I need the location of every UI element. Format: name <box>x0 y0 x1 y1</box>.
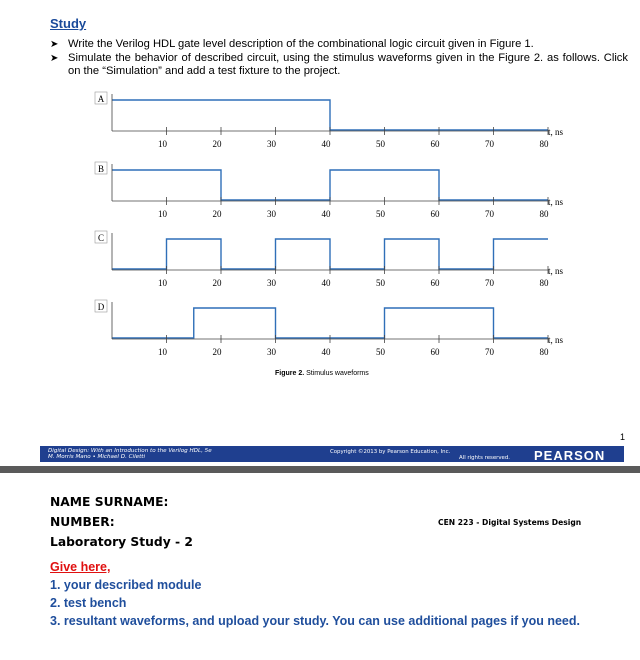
footer-copyright-line1: Copyright ©2013 by Pearson Education, Inc. <box>330 449 451 455</box>
time-tick-label-d-80: 80 <box>539 347 549 357</box>
time-tick-label-a-40: 40 <box>321 139 331 149</box>
time-tick-label-c-10: 10 <box>158 278 167 288</box>
time-tick-label-b-50: 50 <box>376 209 385 219</box>
time-tick-label-d-20: 20 <box>212 347 222 357</box>
footer-copyright-line2: All rights reserved. <box>459 455 510 461</box>
time-tick-label-b-80: 80 <box>539 209 549 219</box>
waveform-b <box>112 170 548 200</box>
instruction-item-3: 3. resultant waveforms, and upload your study. You can use additional pages if you need. <box>50 614 580 628</box>
time-tick-label-a-30: 30 <box>267 139 276 149</box>
name-surname-label: NAME SURNAME: <box>50 495 169 509</box>
axis-unit-label-d: t, ns <box>548 335 564 345</box>
time-tick-label-d-30: 30 <box>267 347 276 357</box>
study-title: Study <box>50 16 87 31</box>
time-tick-label-d-70: 70 <box>485 347 494 357</box>
waveform-d <box>112 308 548 338</box>
course-name: CEN 223 - Digital Systems Design <box>438 518 582 527</box>
study-item-1-text: Write the Verilog HDL gate level description of the combinational logic circuit given in Figure 1. <box>68 38 534 50</box>
time-tick-label-a-20: 20 <box>212 139 222 149</box>
time-tick-label-c-40: 40 <box>321 278 331 288</box>
page-separator <box>0 466 640 473</box>
instruction-item-1: 1. your described module <box>50 578 202 592</box>
time-tick-label-c-80: 80 <box>539 278 549 288</box>
page-number: 1 <box>620 432 626 442</box>
footer-book-title: Digital Design: With an Introduction to the Verilog HDL, 5e <box>48 448 212 454</box>
time-tick-label-c-20: 20 <box>212 278 222 288</box>
time-tick-label-b-10: 10 <box>158 209 167 219</box>
arrow-bullet-icon: ➤ <box>50 53 59 64</box>
arrow-bullet-icon: ➤ <box>50 39 59 50</box>
signal-label-b: B <box>97 164 105 174</box>
time-tick-label-a-70: 70 <box>485 139 494 149</box>
figure-caption-text: Stimulus waveforms <box>304 370 369 377</box>
axis-unit-label-b: t, ns <box>548 197 564 207</box>
time-tick-label-b-30: 30 <box>267 209 276 219</box>
time-tick-label-a-80: 80 <box>539 139 549 149</box>
number-label: NUMBER: <box>50 515 115 529</box>
figure-caption-number: Figure 2. <box>275 370 305 377</box>
time-tick-label-a-10: 10 <box>158 139 167 149</box>
time-tick-label-b-20: 20 <box>212 209 222 219</box>
time-tick-label-a-50: 50 <box>376 139 385 149</box>
instruction-item-2: 2. test bench <box>50 596 127 610</box>
time-tick-label-d-10: 10 <box>158 347 167 357</box>
waveform-c <box>112 239 548 269</box>
time-tick-label-d-60: 60 <box>430 347 440 357</box>
axis-unit-label-a: t, ns <box>548 127 564 137</box>
signal-label-a: A <box>97 94 105 104</box>
time-tick-label-c-50: 50 <box>376 278 385 288</box>
time-tick-label-c-70: 70 <box>485 278 494 288</box>
figure-caption <box>275 370 369 377</box>
time-tick-label-c-30: 30 <box>267 278 276 288</box>
time-tick-label-a-60: 60 <box>430 139 440 149</box>
time-tick-label-b-60: 60 <box>430 209 440 219</box>
signal-label-c: C <box>97 233 105 243</box>
signal-label-d: D <box>97 302 105 312</box>
time-tick-label-b-70: 70 <box>485 209 494 219</box>
waveform-a <box>112 100 548 130</box>
give-here-heading: Give here, <box>50 560 111 574</box>
footer-book-info <box>48 448 212 461</box>
axis-unit-label-c: t, ns <box>548 266 564 276</box>
publisher-logo: PEARSON <box>534 448 606 463</box>
time-tick-label-d-50: 50 <box>376 347 385 357</box>
time-tick-label-b-40: 40 <box>321 209 331 219</box>
laboratory-study-title: Laboratory Study - 2 <box>50 535 193 549</box>
study-item-2-text: Simulate the behavior of described circuit, using the stimulus waveforms given in the Figure 2. as follows. Click on the “Simulation” and add a test fixture to the project. <box>68 52 628 77</box>
footer-book-authors: M. Morris Mano • Michael D. Ciletti <box>48 454 146 461</box>
footer-copyright <box>330 449 510 461</box>
time-tick-label-c-60: 60 <box>430 278 440 288</box>
time-tick-label-d-40: 40 <box>321 347 331 357</box>
